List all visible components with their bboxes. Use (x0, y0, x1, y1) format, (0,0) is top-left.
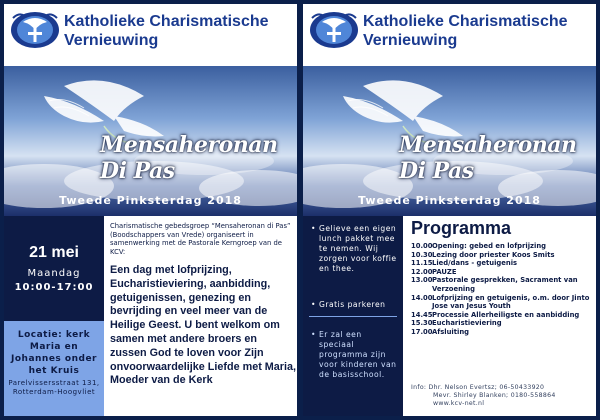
org-name: Katholieke Charismatische Vernieuwing (64, 13, 269, 49)
banner (303, 66, 596, 216)
contact-line: Mevr. Shirley Blanken; 0180-558864 (433, 392, 556, 399)
website-link[interactable]: www.kcv-net.nl (433, 400, 485, 407)
programma-row: 17.00 Afsluiting (411, 327, 470, 336)
programma-row: 10.30 Lezing door priester Koos Smits (411, 250, 555, 259)
banner-title: Mensaheronan Di Pas (100, 132, 278, 184)
programma-row: 15.30 Eucharistieviering (411, 319, 502, 328)
header (303, 4, 596, 66)
body-right (303, 216, 596, 416)
body-left (4, 216, 297, 416)
location-box (4, 321, 104, 416)
programma-row: 12.00 PAUZE (411, 267, 457, 276)
info-sidebar (303, 216, 403, 416)
programma-list (411, 242, 595, 337)
date-time: 10:00-17:00 (14, 282, 94, 293)
bullet-parking: • Gratis parkeren (311, 300, 386, 309)
programma-row: 11.15 Lied/dans - getuigenis (411, 259, 518, 268)
bullet-lunch: • Gelieve een eigen lunch pakket mee te nemen. Wij zorgen voor koffie en thee. (311, 224, 397, 273)
programma-row: 14.00 Lofprijzing en getuigenis, o.m. door Jinto Jose van Jesus Youth (411, 293, 590, 311)
contact-line: Info: Dhr. Nelson Evertsz; 06-50433920 (411, 384, 545, 391)
main-text: Een dag met lofprijzing, Eucharistieviering, aanbidding, getuigenissen, genezing en bevrijding en veel meer van de Heilige Geest. U bent welkom om samen met andere broers en zussen God te loven voor Zijn onvoorwaardelijke Liefde met Maria, Moeder van de Kerk (110, 264, 297, 387)
banner-title: Mensaheronan Di Pas (399, 132, 577, 184)
date-weekday: Maandag (27, 268, 81, 279)
banner-subtitle: Tweede Pinksterdag 2018 (59, 194, 242, 207)
programma-row: 13.00 Pastorale gesprekken, Sacrament van Verzoening (411, 276, 578, 293)
dove-cross-logo-icon (308, 10, 360, 50)
bullet-kids: • Er zal een speciaal programma zijn voor kinderen van de basisschool. (311, 330, 397, 379)
programma-row: 10.00 Opening: gebed en lofprijzing (411, 242, 547, 250)
location-label: Locatie: kerk Maria en Johannes onder het Kruis (11, 330, 97, 376)
date-box (4, 216, 104, 321)
date-day: 21 mei (29, 244, 79, 261)
flyer-right (303, 4, 596, 416)
org-name: Katholieke Charismatische Vernieuwing (363, 13, 568, 49)
intro-text: Charismatische gebedsgroep “Mensaheronan di Pas” (Boodschappers van Vrede) organiseert in samenwerking met de Pastorale Kerngroep van de KCV: (110, 222, 291, 256)
sidebar-divider (309, 316, 397, 317)
dove-cross-logo-icon (9, 10, 61, 50)
programma-row: 14.45 Processie Allerheiligste en aanbidding (411, 310, 580, 319)
flyer-left (4, 4, 297, 416)
contact-info (411, 384, 595, 408)
header (4, 4, 297, 66)
banner (4, 66, 297, 216)
programma-title: Programma (411, 218, 512, 238)
banner-subtitle: Tweede Pinksterdag 2018 (358, 194, 541, 207)
location-address: Parelvissersstraat 131, Rotterdam-Hoogvliet (8, 379, 100, 396)
